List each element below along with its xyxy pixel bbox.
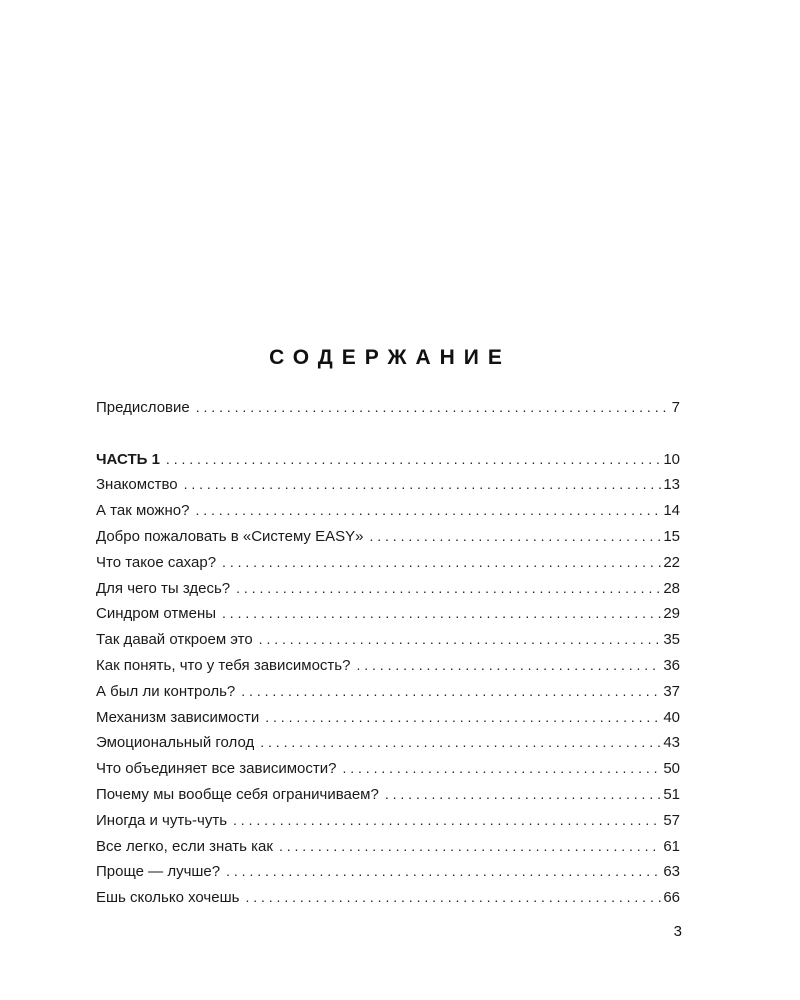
toc-entry[interactable] <box>96 627 680 653</box>
toc-entry-page: 40 <box>663 708 680 726</box>
toc-entry-preface[interactable] <box>96 395 680 421</box>
dot-leader <box>342 756 661 782</box>
toc-entry-page: 37 <box>663 682 680 700</box>
dot-leader <box>265 705 661 731</box>
dot-leader <box>195 498 661 524</box>
toc-entry-page: 28 <box>663 579 680 597</box>
toc-entry-part-1[interactable] <box>96 447 680 473</box>
dot-leader <box>260 730 661 756</box>
dot-leader <box>233 808 661 834</box>
toc-entry-page: 13 <box>663 476 680 494</box>
toc-entry-label: Проще — лучше? <box>96 863 221 881</box>
toc-entry-page: 43 <box>663 734 680 752</box>
toc-entry-page: 35 <box>663 631 680 649</box>
toc-entry[interactable] <box>96 653 680 679</box>
toc-entry-label: Как понять, что у тебя зависимость? <box>96 656 351 674</box>
toc-entry[interactable] <box>96 472 680 498</box>
toc-entry[interactable] <box>96 524 680 550</box>
toc-entry-label: Все легко, если знать как <box>96 837 273 855</box>
toc-entry[interactable] <box>96 730 680 756</box>
toc-entry[interactable] <box>96 834 680 860</box>
toc-entry-label: Предисловие <box>96 399 190 416</box>
toc-entry[interactable] <box>96 705 680 731</box>
toc-entry-label: Знакомство <box>96 476 178 494</box>
dot-leader <box>369 524 661 550</box>
dot-leader <box>226 859 661 885</box>
toc-entry-label: Так давай откроем это <box>96 631 253 649</box>
page-title: СОДЕРЖАНИЕ <box>269 346 511 369</box>
toc-entry[interactable] <box>96 576 680 602</box>
toc-entry-page: 29 <box>663 605 680 623</box>
dot-leader <box>356 653 661 679</box>
toc-entry-label: Для чего ты здесь? <box>96 579 231 597</box>
toc-entry-label: Что объединяет все зависимости? <box>96 760 337 778</box>
dot-leader <box>385 782 661 808</box>
toc-entry-label: А так можно? <box>96 502 190 520</box>
dot-leader <box>184 472 662 498</box>
dot-leader <box>279 834 661 860</box>
dot-leader <box>245 885 661 911</box>
toc-entry-page: 66 <box>663 889 680 907</box>
toc-entry-page: 7 <box>671 399 680 416</box>
toc-entry-page: 61 <box>663 837 680 855</box>
toc-entry-label: Что такое сахар? <box>96 553 217 571</box>
toc-entry[interactable] <box>96 679 680 705</box>
toc-entry[interactable] <box>96 859 680 885</box>
dot-leader <box>259 627 662 653</box>
dot-leader <box>222 601 661 627</box>
dot-leader <box>196 395 670 421</box>
toc-entry-label: Эмоциональный голод <box>96 734 255 752</box>
dot-leader <box>236 576 661 602</box>
toc-entry-page: 15 <box>663 527 680 545</box>
toc-entry-page: 14 <box>663 502 680 520</box>
page-number: 3 <box>673 923 682 940</box>
toc-entry-page: 57 <box>663 811 680 829</box>
toc-entry-label: А был ли контроль? <box>96 682 236 700</box>
toc-entry-page: 51 <box>663 785 680 803</box>
toc-entry-page: 36 <box>663 656 680 674</box>
toc-entry-label: ЧАСТЬ 1 <box>96 450 160 468</box>
toc-entry-label: Синдром отмены <box>96 605 217 623</box>
toc-entry[interactable] <box>96 885 680 911</box>
toc-entry[interactable] <box>96 756 680 782</box>
toc-entry[interactable] <box>96 601 680 627</box>
toc-entry[interactable] <box>96 808 680 834</box>
toc-entry-page: 22 <box>663 553 680 571</box>
toc-entry-label: Механизм зависимости <box>96 708 260 726</box>
toc-entry-label: Добро пожаловать в «Систему EASY» <box>96 527 364 545</box>
dot-leader <box>166 447 661 473</box>
toc-entry-label: Иногда и чуть-чуть <box>96 811 228 829</box>
dot-leader <box>222 550 661 576</box>
toc-entry[interactable] <box>96 550 680 576</box>
toc-entry-page: 10 <box>663 450 680 468</box>
toc-entry[interactable] <box>96 782 680 808</box>
dot-leader <box>241 679 661 705</box>
toc-entry-label: Ешь сколько хочешь <box>96 889 240 907</box>
toc-entry-page: 50 <box>663 760 680 778</box>
table-of-contents <box>96 395 680 911</box>
toc-entry-label: Почему мы вообще себя ограничиваем? <box>96 785 379 803</box>
toc-entry-page: 63 <box>663 863 680 881</box>
toc-entry[interactable] <box>96 498 680 524</box>
